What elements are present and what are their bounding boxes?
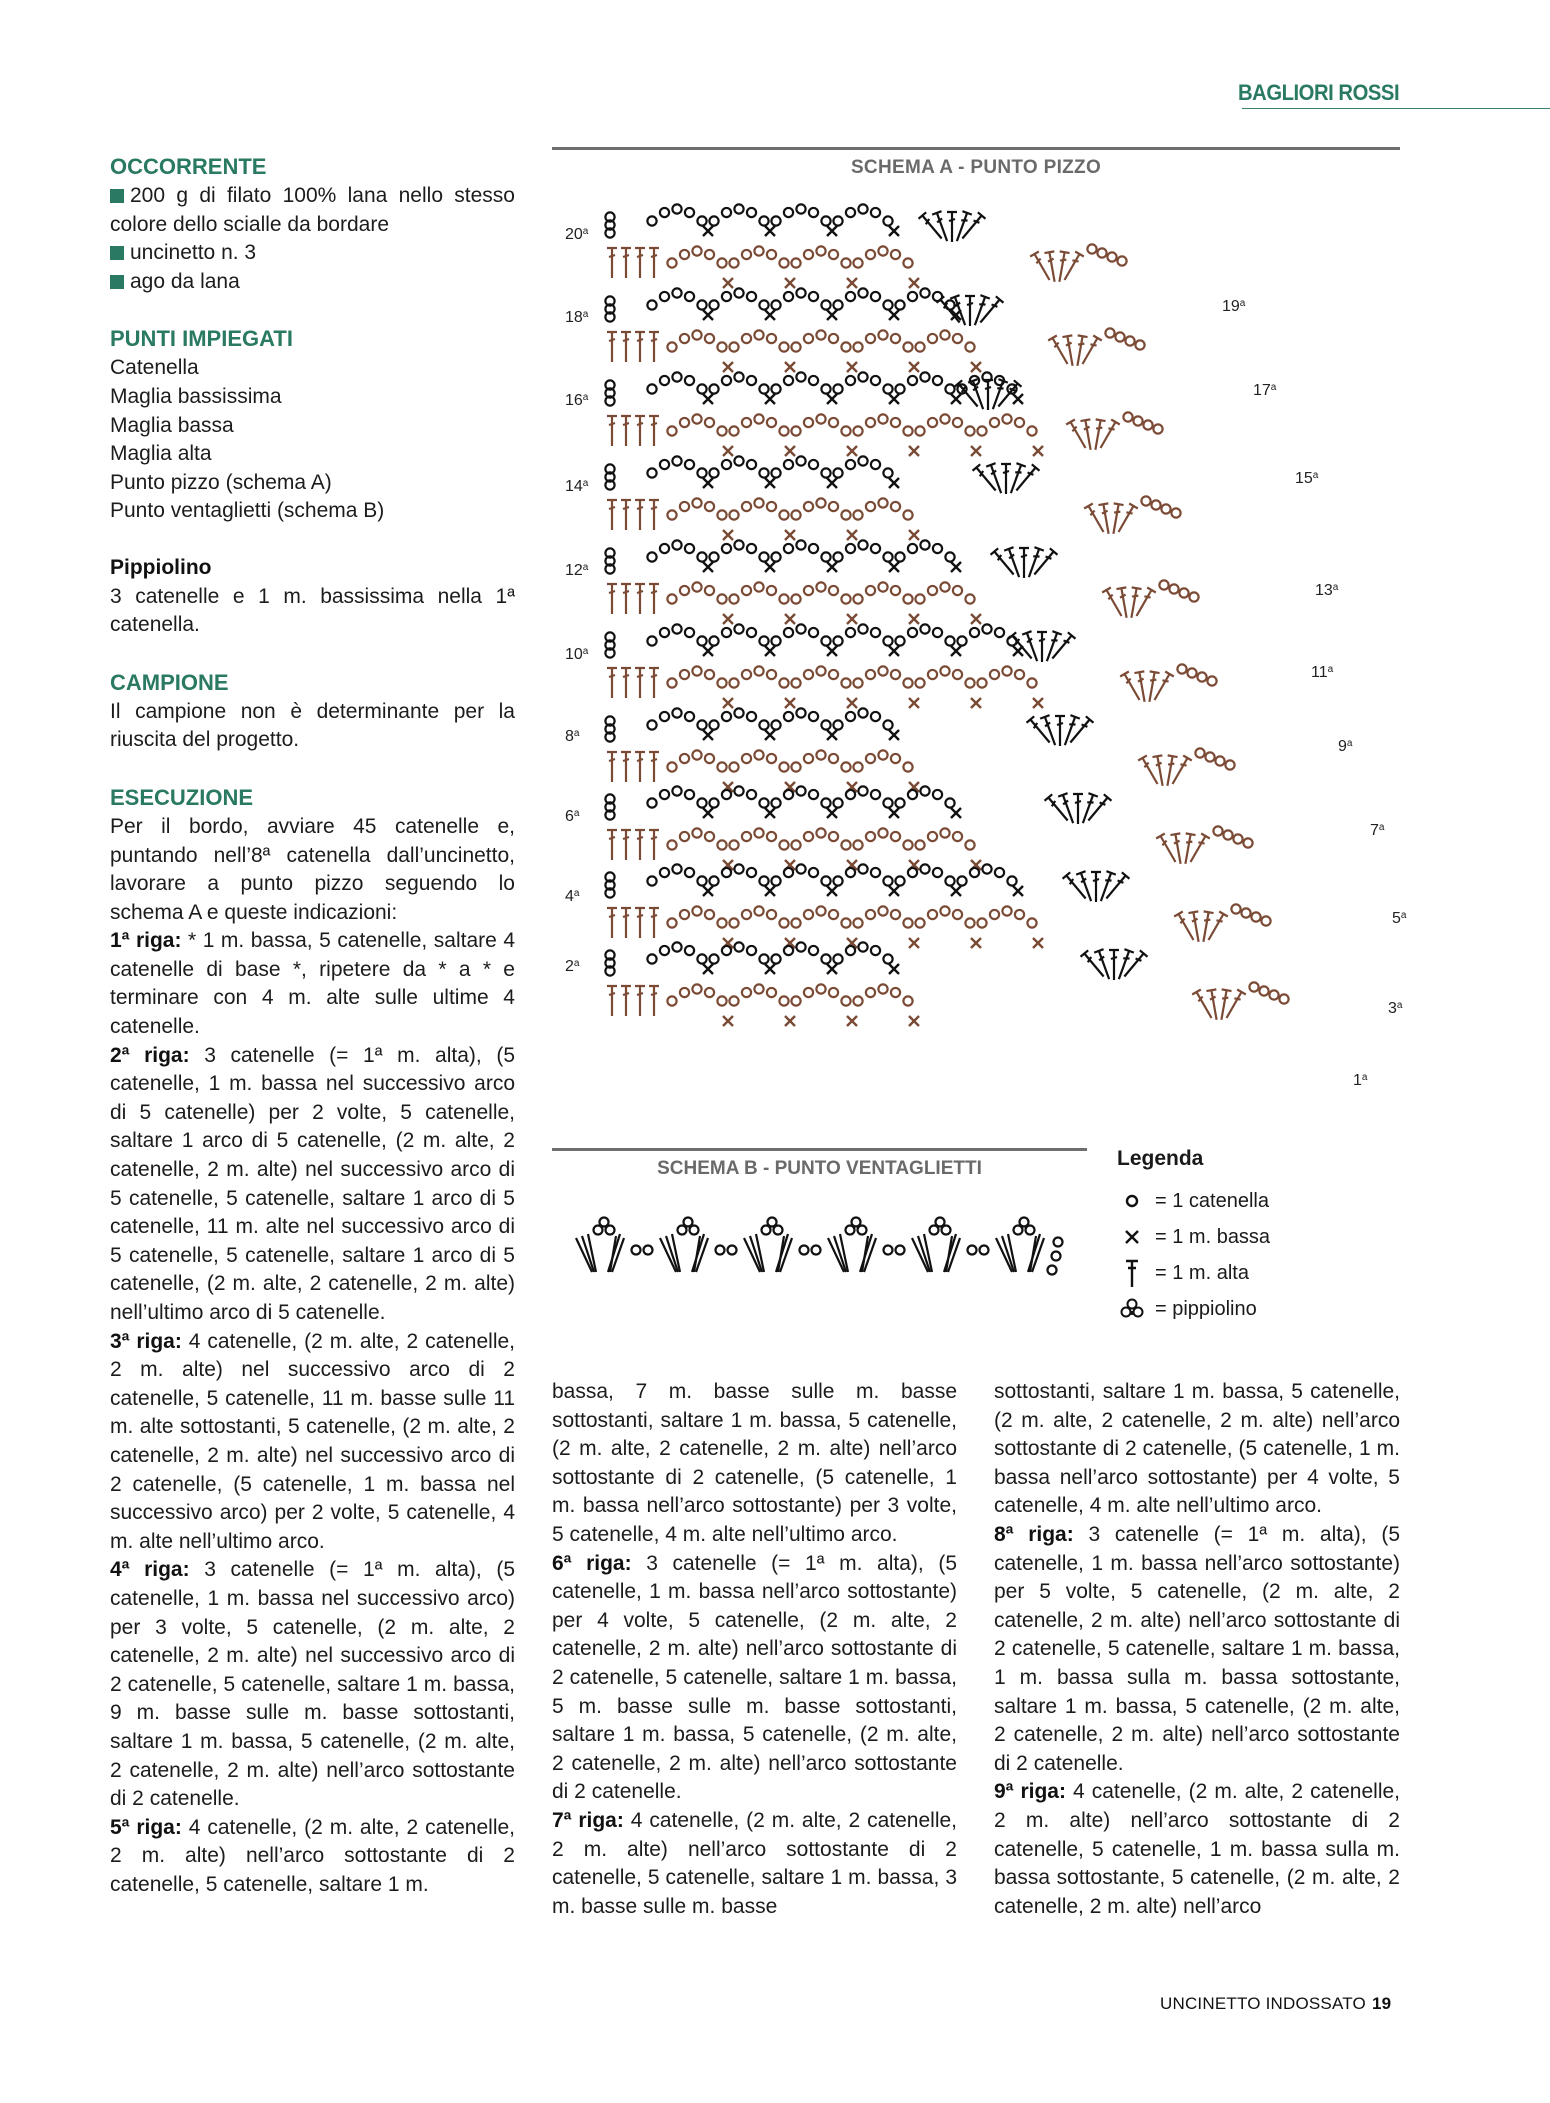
schema-b-diagram: [560, 1210, 1080, 1280]
row-label-17: 17$^a$: [1253, 382, 1277, 399]
row-label-20: 20$^a$: [565, 226, 589, 243]
row-label-6: 6$^a$: [565, 808, 580, 825]
pippiolino-heading: Pippiolino: [110, 555, 212, 579]
schema-a-diagram: [552, 195, 1412, 1130]
column-2: [552, 1378, 957, 1921]
row-label-18: 18$^a$: [565, 309, 589, 326]
bullet-square-icon: [110, 189, 124, 203]
magazine-name: UNCINETTO INDOSSATO: [1160, 1994, 1366, 2013]
instruction-row-3: 3ª riga: 4 catenelle, (2 m. alte, 2 catenelle, 2 m. alte) nel successivo arco di 2 catenelle, 5 catenelle, 11 m. basse sulle 11 m. alte sottostanti, 5 catenelle, (2 m. alte, 2 catenelle, 2 m. alte) nel successivo arco di 2 catenelle, (5 catenelle, 1 m. bassa nel successivo arco) per 2 volte, 5 catenelle, 4 m. alte nell’ultimo arco.: [110, 1329, 515, 1553]
instruction-row-6: 6ª riga: 3 catenelle (= 1ª m. alta), (5 catenelle, 1 m. bassa nell’arco sottostante) per 4 volte, 5 catenelle, (2 m. alte, 2 catenelle, 2 m. alte) nell’arco sottostante di 2 catenelle, 5 catenelle, saltare 1 m. bassa, 5 m. basse sulle m. basse sottostanti, saltare 1 m. bassa, 5 catenelle, (2 m. alte, 2 catenelle, 2 m. alte) nell’arco sottostante di 2 catenelle.: [552, 1551, 957, 1804]
single-crochet-x-icon: [1117, 1229, 1147, 1245]
row-label-14: 14$^a$: [565, 478, 589, 495]
row-label-15: 15$^a$: [1295, 470, 1319, 487]
row-label-13: 13$^a$: [1315, 582, 1339, 599]
punti-heading: PUNTI IMPIEGATI: [110, 326, 293, 352]
punti-item: Punto ventaglietti (schema B): [110, 499, 385, 523]
page-number: 19: [1371, 1994, 1392, 2013]
instruction-row-5-cont: bassa, 7 m. basse sulle m. basse sottostanti, saltare 1 m. bassa, 5 catenelle, (2 m. alte, 2 catenelle, 2 m. alte) nell’arco sottostante di 2 catenelle, (5 catenelle, 1 m. bassa nell’arco sottostante) per 3 volte, 5 catenelle, 4 m. alte nell’ultimo arco.: [552, 1380, 957, 1546]
occorrente-item: uncinetto n. 3: [110, 239, 515, 268]
instruction-row-7-start: 7ª riga: 4 catenelle, (2 m. alte, 2 catenelle, 2 m. alte) nell’arco sottostante di 2 catenelle, 5 catenelle, saltare 1 m. bassa, 3 m. basse sulle m. basse: [552, 1808, 957, 1918]
occorrente-heading: OCCORRENTE: [110, 154, 267, 179]
legend-item: = pippiolino: [1117, 1291, 1367, 1327]
pippiolino-text: 3 catenelle e 1 m. bassissima nella 1ª catenella.: [110, 584, 515, 637]
instruction-row-2: 2ª riga: 3 catenelle (= 1ª m. alta), (5 catenelle, 1 m. bassa nel successivo arco di 5 catenelle) per 2 volte, 5 catenelle, saltare 1 arco di 5 catenelle, (2 m. alte, 2 catenelle, 2 m. alte) nel successivo arco di 5 catenelle, 5 catenelle, saltare 1 arco di 5 catenelle, 11 m. alte nel successivo arco di 5 catenelle, 5 catenelle, saltare 1 arco di 5 catenelle, (2 m. alte, 2 catenelle, 2 m. alte) nell’ultimo arco di 5 catenelle.: [110, 1043, 515, 1324]
instruction-row-4: 4ª riga: 3 catenelle (= 1ª m. alta), (5 catenelle, 1 m. bassa nel successivo arco) per 3 volte, 5 catenelle, (2 m. alte, 2 catenelle, 2 m. alte) nel successivo arco di 2 catenelle, 5 catenelle, saltare 1 m. bassa, 9 m. basse sulle m. basse sottostanti, saltare 1 m. bassa, 5 catenelle, (2 m. alte, 2 catenelle, 2 m. alte) nell’arco sottostante di 2 catenelle.: [110, 1558, 515, 1811]
legend-item: = 1 catenella: [1117, 1183, 1367, 1219]
page-footer: [1160, 1994, 1391, 2014]
row-label-1: 1$^a$: [1353, 1072, 1368, 1089]
row-label-19: 19$^a$: [1222, 298, 1246, 315]
column-1: [110, 152, 515, 1899]
row-label-9: 9$^a$: [1338, 738, 1353, 755]
punti-item: Catenella: [110, 356, 199, 380]
instruction-row-1: 1ª riga: * 1 m. bassa, 5 catenelle, saltare 4 catenelle di base *, ripetere da * a * e terminare con 4 m. alte sulle ultime 4 catenelle.: [110, 929, 515, 1039]
row-label-11: 11$^a$: [1311, 664, 1334, 681]
schema-b-title: SCHEMA B - PUNTO VENTAGLIETTI: [657, 1158, 982, 1179]
schema-b-divider: [552, 1148, 1087, 1151]
double-crochet-t-icon: [1117, 1258, 1147, 1288]
instruction-row-7-cont: sottostanti, saltare 1 m. bassa, 5 catenelle, (2 m. alte, 2 catenelle, 2 m. alte) nell’arco sottostante di 2 catenelle, (5 catenelle, 1 m. bassa nell’arco sottostante) per 4 volte, 5 catenelle, 4 m. alte nell’ultimo arco.: [994, 1380, 1400, 1518]
legend: [1117, 1147, 1367, 1327]
row-label-7: 7$^a$: [1370, 822, 1385, 839]
schema-a-title: SCHEMA A - PUNTO PIZZO: [850, 157, 1102, 178]
esecuzione-intro: Per il bordo, avviare 45 catenelle e, puntando nell’8ª catenella dall’uncinetto, lavorare a punto pizzo seguendo lo schema A e queste indicazioni:: [110, 814, 515, 924]
row-label-8: 8$^a$: [565, 728, 580, 745]
bullet-square-icon: [110, 246, 124, 260]
instruction-row-5-start: 5ª riga: 4 catenelle, (2 m. alte, 2 catenelle, 2 m. alte) nell’arco sottostante di 2 catenelle, 5 catenelle, saltare 1 m.: [110, 1815, 515, 1896]
row-label-12: 12$^a$: [565, 562, 589, 579]
column-3: [994, 1378, 1400, 1921]
punti-item: Punto pizzo (schema A): [110, 470, 332, 494]
occorrente-item: 200 g di filato 100% lana nello stesso colore dello scialle da bordare: [110, 184, 515, 236]
row-label-16: 16$^a$: [565, 392, 589, 409]
legend-item: = 1 m. bassa: [1117, 1219, 1367, 1255]
instruction-row-8: 8ª riga: 3 catenelle (= 1ª m. alta), (5 catenelle, 1 m. bassa nell’arco sottostante) per 5 volte, 5 catenelle, (2 m. alte, 2 catenelle, 2 m. alte) nell’arco sottostante di 2 catenelle, 5 catenelle, saltare 1 m. bassa, 1 m. bassa sulla m. bassa sottostante, saltare 1 m. bassa, 5 catenelle, (2 m. alte, 2 catenelle, 2 m. alte) nell’arco sottostante di 2 catenelle.: [994, 1522, 1400, 1775]
occorrente-item: ago da lana: [110, 268, 515, 297]
row-label-10: 10$^a$: [565, 646, 589, 663]
campione-heading: CAMPIONE: [110, 669, 229, 695]
picot-icon: [1117, 1298, 1147, 1320]
schema-a-divider: [552, 147, 1400, 150]
punti-item: Maglia bassissima: [110, 384, 282, 408]
row-label-3: 3$^a$: [1388, 1000, 1403, 1017]
chain-circle-icon: [1117, 1193, 1147, 1209]
section-title: BAGLIORI ROSSI: [1238, 80, 1400, 105]
row-label-4: 4$^a$: [565, 888, 580, 905]
bullet-square-icon: [110, 275, 124, 289]
legend-item: = 1 m. alta: [1117, 1255, 1367, 1291]
row-label-2: 2$^a$: [565, 958, 580, 975]
legend-title: Legenda: [1117, 1147, 1204, 1170]
punti-item: Maglia alta: [110, 442, 212, 466]
campione-text: Il campione non è determinante per la riuscita del progetto.: [110, 699, 515, 752]
esecuzione-heading: ESECUZIONE: [110, 784, 254, 810]
punti-item: Maglia bassa: [110, 413, 234, 437]
header-divider: [1242, 108, 1550, 109]
row-label-5: 5$^a$: [1392, 910, 1407, 927]
instruction-row-9-start: 9ª riga: 4 catenelle, (2 m. alte, 2 catenelle, 2 m. alte) nell’arco sottostante di 2 catenelle, 5 catenelle, 1 m. bassa sulla m. bassa sottostante, 5 catenelle, (2 m. alte, 2 catenelle, 2 m. alte) nell’arco: [994, 1780, 1400, 1918]
